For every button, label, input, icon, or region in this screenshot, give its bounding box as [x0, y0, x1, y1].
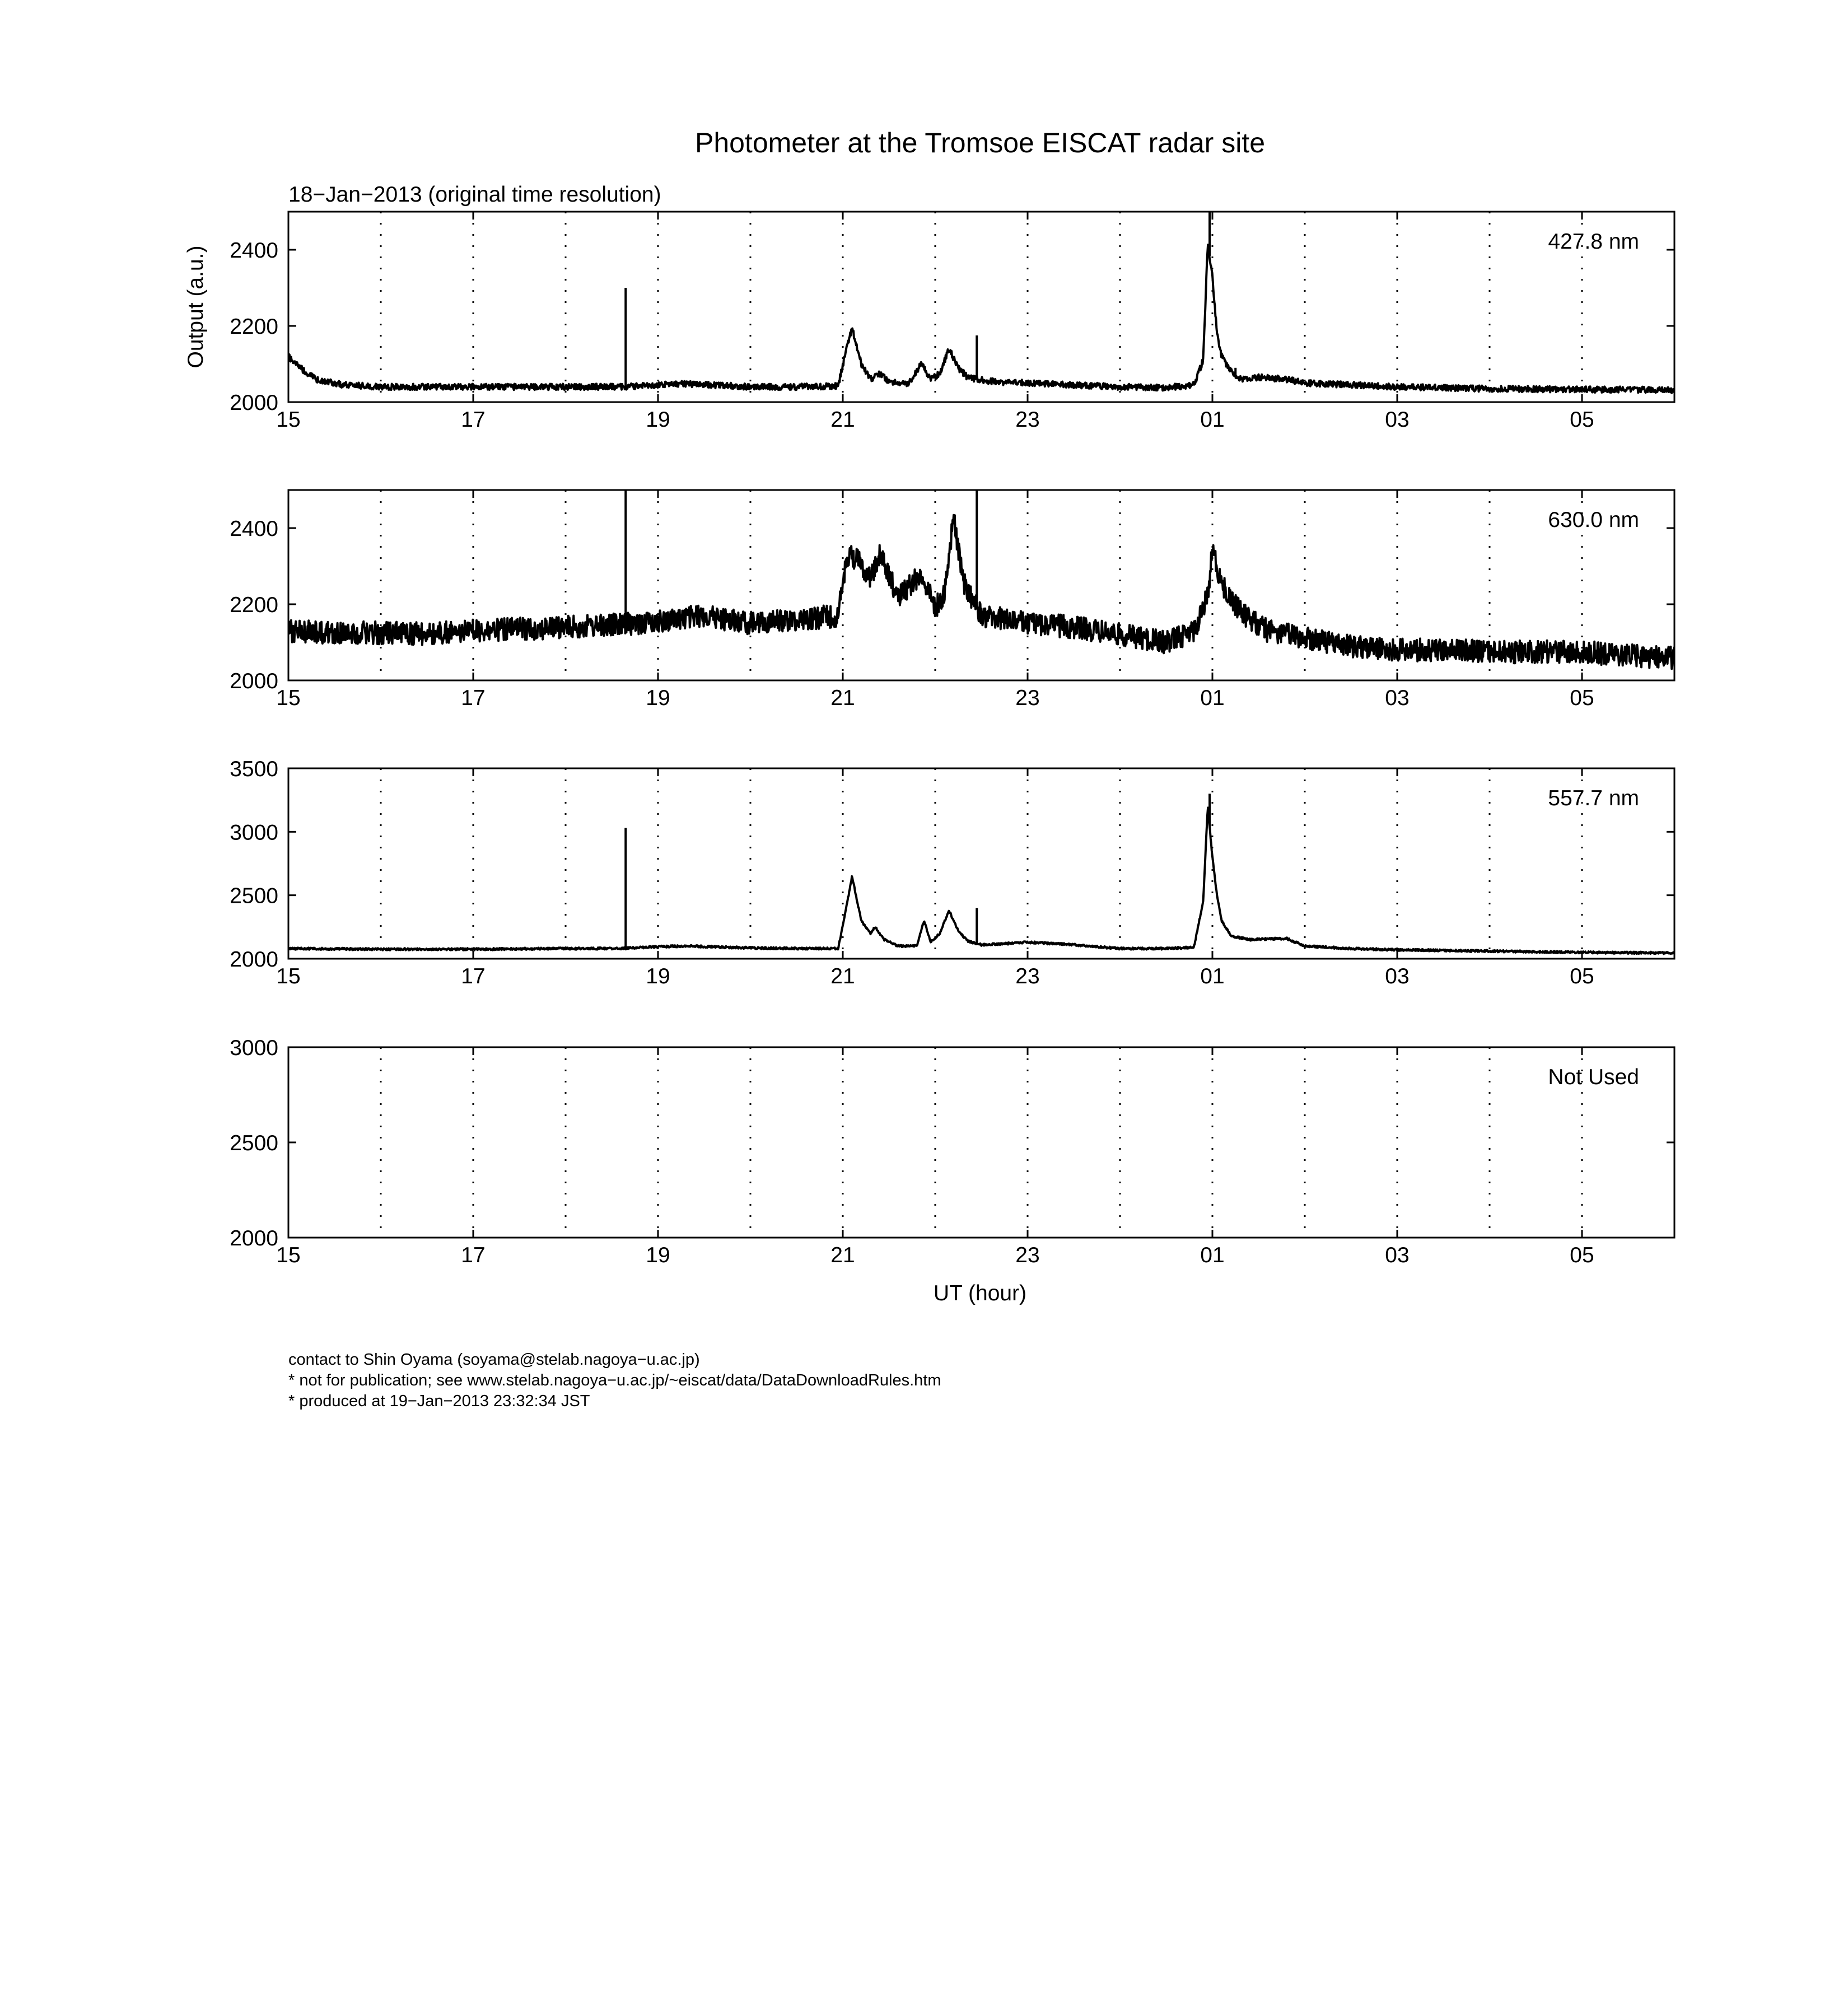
x-tick-label: 21 — [830, 964, 855, 988]
x-tick-label: 01 — [1200, 408, 1225, 432]
series-label: 630.0 nm — [1548, 508, 1639, 532]
x-tick-label: 19 — [646, 964, 670, 988]
x-tick-label: 19 — [646, 686, 670, 710]
panel-3 — [230, 757, 1674, 988]
x-tick-label: 17 — [461, 964, 486, 988]
panel-1 — [230, 212, 1674, 432]
footer-contact: contact to Shin Oyama (soyama@stelab.nagoya−u.ac.jp) — [288, 1351, 700, 1369]
x-tick-label: 15 — [276, 964, 301, 988]
x-tick-label: 03 — [1385, 1243, 1410, 1267]
axes-frame — [288, 1047, 1674, 1238]
x-tick-label: 01 — [1200, 964, 1225, 988]
x-tick-label: 17 — [461, 408, 486, 432]
series-line — [288, 515, 1674, 669]
footer-publication-note: * not for publication; see www.stelab.nagoya−u.ac.jp/~eiscat/data/DataDownloadRules.htm — [288, 1371, 941, 1389]
x-tick-label: 19 — [646, 1243, 670, 1267]
y-tick-label: 3500 — [230, 757, 278, 781]
panel-4 — [230, 1036, 1674, 1267]
x-tick-label: 23 — [1015, 408, 1040, 432]
x-tick-label: 23 — [1015, 686, 1040, 710]
y-tick-label: 2400 — [230, 517, 278, 541]
x-tick-label: 23 — [1015, 1243, 1040, 1267]
panels — [230, 212, 1674, 1267]
y-tick-label: 2000 — [230, 1226, 278, 1250]
x-tick-label: 05 — [1570, 1243, 1594, 1267]
y-tick-label: 2500 — [230, 884, 278, 908]
x-tick-label: 05 — [1570, 964, 1594, 988]
y-axis-label: Output (a.u.) — [184, 245, 208, 368]
x-tick-label: 21 — [830, 408, 855, 432]
series-line — [288, 245, 1674, 393]
x-tick-label: 01 — [1200, 686, 1225, 710]
chart-subtitle: 18−Jan−2013 (original time resolution) — [288, 183, 661, 207]
x-tick-label: 03 — [1385, 686, 1410, 710]
x-tick-label: 15 — [276, 686, 301, 710]
y-tick-label: 2400 — [230, 239, 278, 263]
x-tick-label: 03 — [1385, 964, 1410, 988]
x-tick-label: 21 — [830, 686, 855, 710]
axes-frame — [288, 212, 1674, 402]
axes-frame — [288, 768, 1674, 959]
footer — [288, 1350, 941, 1412]
y-tick-label: 3000 — [230, 820, 278, 845]
x-tick-label: 01 — [1200, 1243, 1225, 1267]
x-tick-label: 17 — [461, 686, 486, 710]
footer-produced-at: * produced at 19−Jan−2013 23:32:34 JST — [288, 1392, 590, 1410]
x-tick-label: 15 — [276, 1243, 301, 1267]
x-tick-label: 23 — [1015, 964, 1040, 988]
y-tick-label: 2000 — [230, 391, 278, 415]
x-tick-label: 21 — [830, 1243, 855, 1267]
x-tick-label: 19 — [646, 408, 670, 432]
x-tick-label: 05 — [1570, 408, 1594, 432]
y-tick-label: 2200 — [230, 315, 278, 339]
series-label: 427.8 nm — [1548, 230, 1639, 254]
x-axis-label: UT (hour) — [933, 1281, 1027, 1305]
y-tick-label: 2200 — [230, 593, 278, 617]
y-tick-label: 2000 — [230, 948, 278, 972]
x-tick-label: 15 — [276, 408, 301, 432]
y-tick-label: 2500 — [230, 1131, 278, 1155]
y-tick-label: 2000 — [230, 669, 278, 693]
x-tick-label: 05 — [1570, 686, 1594, 710]
y-tick-label: 3000 — [230, 1036, 278, 1060]
series-label: Not Used — [1548, 1065, 1639, 1089]
series-line — [288, 808, 1674, 954]
x-tick-label: 03 — [1385, 408, 1410, 432]
chart-title: Photometer at the Tromsoe EISCAT radar site — [694, 127, 1266, 158]
panel-2 — [230, 490, 1674, 710]
x-tick-label: 17 — [461, 1243, 486, 1267]
series-label: 557.7 nm — [1548, 786, 1639, 810]
